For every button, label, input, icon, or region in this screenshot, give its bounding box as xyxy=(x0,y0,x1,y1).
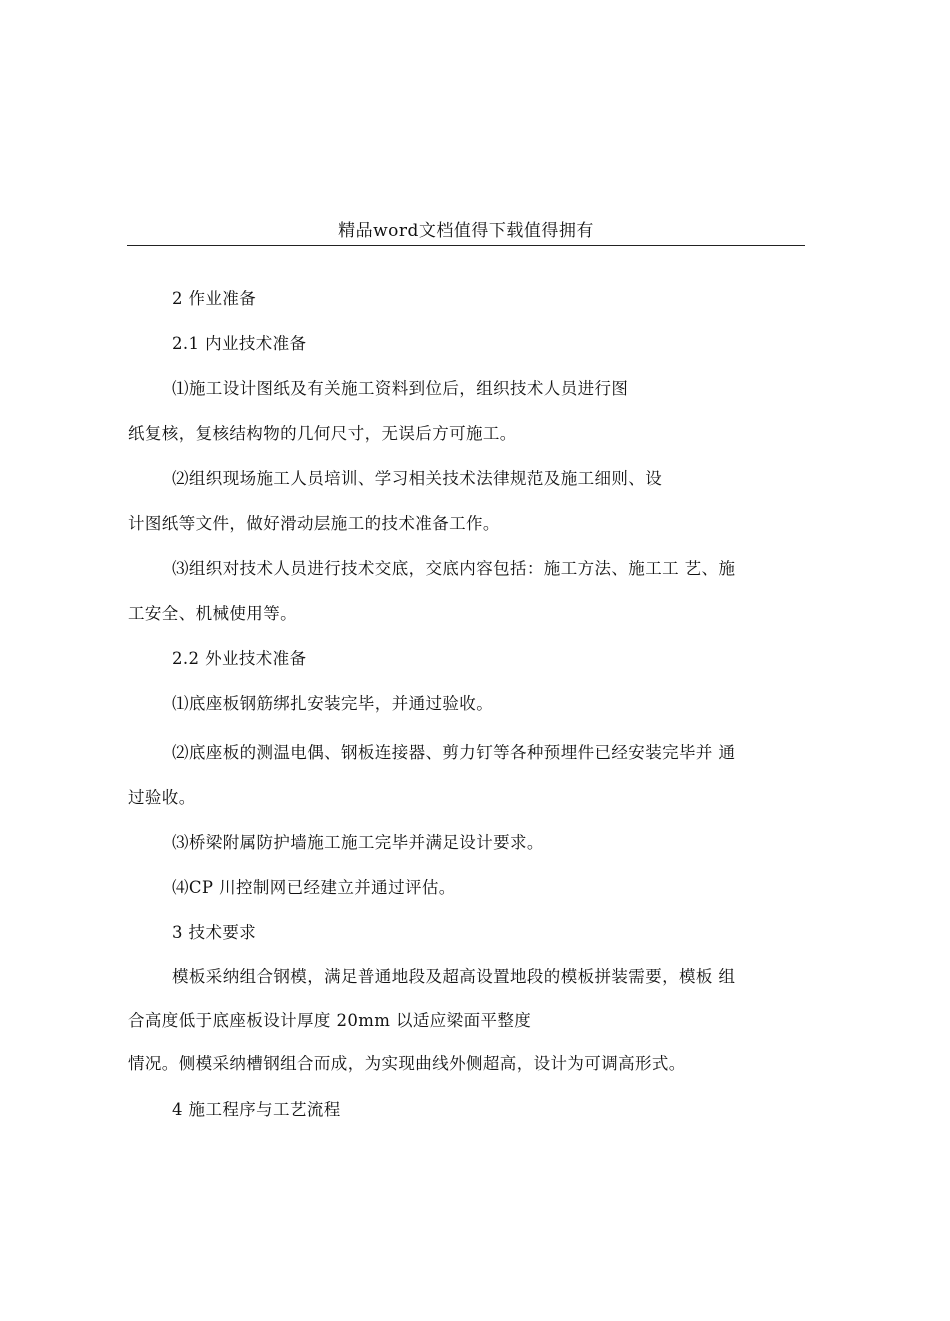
paragraph-line: ⑶桥梁附属防护墙施工施工完毕并满足设计要求。 xyxy=(172,833,544,852)
paragraph-line: ⑵组织现场施工人员培训、学习相关技术法律规范及施工细则、设 xyxy=(172,469,663,488)
paragraph-line: 计图纸等文件，做好滑动层施工的技术准备工作。 xyxy=(128,514,500,533)
paragraph-line: 模板采纳组合钢模，满足普通地段及超高设置地段的模板拼装需要，模板 组 xyxy=(172,967,736,986)
paragraph-line: ⑴底座板钢筋绑扎安装完毕，并通过验收。 xyxy=(172,694,494,713)
page-header-title: 精品word文档值得下载值得拥有 xyxy=(338,221,594,241)
paragraph-line: 合高度低于底座板设计厚度 20mm 以适应梁面平整度 xyxy=(128,1011,532,1030)
subsection-heading: 2.2 外业技术准备 xyxy=(172,649,307,668)
paragraph-line: ⑷CP 川控制网已经建立并通过评估。 xyxy=(172,878,456,897)
paragraph-line: ⑵底座板的测温电偶、钢板连接器、剪力钉等各种预埋件已经安装完毕并 通 xyxy=(172,743,736,762)
paragraph-line: 工安全、机械使用等。 xyxy=(128,604,297,623)
section-heading: 3 技术要求 xyxy=(172,923,257,942)
paragraph-line: 情况。侧模采纳槽钢组合而成，为实现曲线外侧超高，设计为可调高形式。 xyxy=(128,1054,686,1073)
section-heading: 2 作业准备 xyxy=(172,289,257,308)
header-divider xyxy=(127,245,805,246)
section-heading: 4 施工程序与工艺流程 xyxy=(172,1100,341,1119)
paragraph-line: 过验收。 xyxy=(128,788,196,807)
paragraph-line: ⑴施工设计图纸及有关施工资料到位后，组织技术人员进行图 xyxy=(172,379,629,398)
paragraph-line: 纸复核，复核结构物的几何尺寸，无误后方可施工。 xyxy=(128,424,517,443)
paragraph-line: ⑶组织对技术人员进行技术交底，交底内容包括：施工方法、施工工 艺、施 xyxy=(172,559,736,578)
subsection-heading: 2.1 内业技术准备 xyxy=(172,334,307,353)
